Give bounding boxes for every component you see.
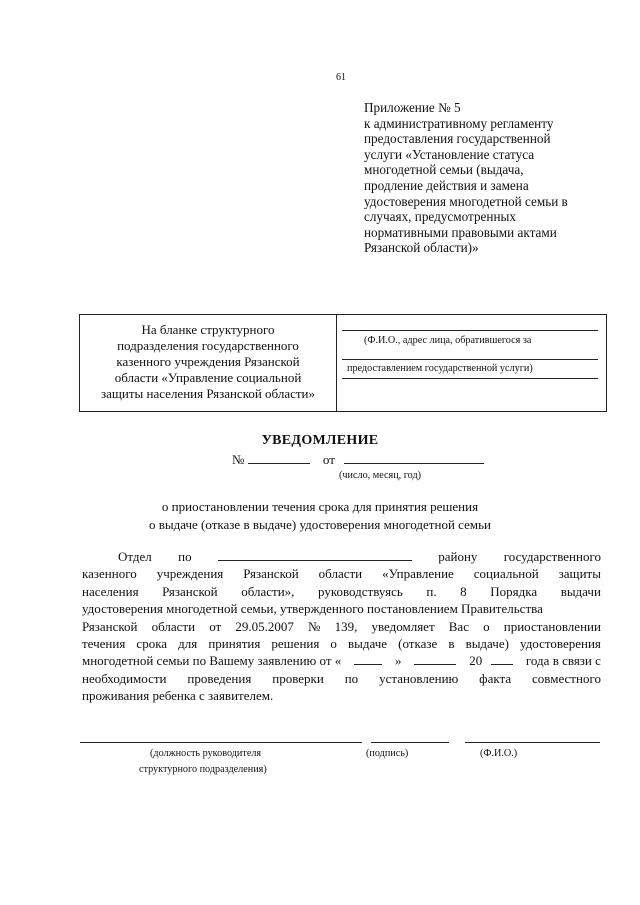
letterhead-line: подразделения государственного xyxy=(117,338,299,353)
date-caption: (число, месяц, год) xyxy=(339,470,422,481)
body-word: по xyxy=(178,549,192,564)
body-word: населения xyxy=(82,583,139,599)
body-word: для xyxy=(178,636,198,652)
body-word: совместного xyxy=(532,670,601,686)
body-text-segment: 20 xyxy=(469,653,483,669)
notice-body xyxy=(82,548,601,705)
appendix-line: продление действия и замена xyxy=(364,177,529,193)
body-word: казенного xyxy=(82,566,137,582)
recipient-caption-1: (Ф.И.О., адрес лица, обратившегося за xyxy=(364,335,532,346)
body-word: о xyxy=(483,618,490,634)
body-word: «Управление xyxy=(382,566,454,582)
position-signature-line xyxy=(80,742,362,743)
body-word: в xyxy=(448,636,455,652)
appendix-line: услуги «Установление статуса xyxy=(364,146,535,162)
letterhead-line: защиты населения Рязанской области» xyxy=(100,386,316,401)
year-field xyxy=(491,652,513,665)
name-signature-line xyxy=(465,742,600,743)
body-word: удостоверения xyxy=(520,636,601,652)
day-field xyxy=(354,652,382,665)
position-caption-2: структурного подразделения) xyxy=(139,764,267,775)
body-text-segment: » xyxy=(394,653,402,669)
body-word: Отдел xyxy=(118,549,152,564)
number-field xyxy=(248,451,310,464)
document-title: УВЕДОМЛЕНИЕ xyxy=(261,433,379,448)
body-word: руководствуясь xyxy=(318,583,403,599)
body-word: выдаче) xyxy=(465,636,509,652)
recipient-caption-2: предоставлением государственной услуги) xyxy=(347,363,533,374)
signature-caption: (подпись) xyxy=(366,748,409,759)
body-word: о xyxy=(330,636,337,652)
body-line-2 xyxy=(82,565,601,582)
letterhead-line: казенного учреждения Рязанской xyxy=(116,354,300,369)
body-line-6 xyxy=(82,635,601,652)
date-label: от xyxy=(322,452,335,467)
body-text-segment: многодетной семьи по Вашему заявлению от « xyxy=(82,653,342,669)
body-line-1 xyxy=(82,548,601,565)
appendix-line: Рязанской области)» xyxy=(364,240,479,256)
body-word: Порядка xyxy=(490,583,538,599)
body-word: району xyxy=(438,549,478,564)
body-text-segment: проживания ребенка с заявителем. xyxy=(82,688,274,704)
body-word: проверки xyxy=(272,670,324,686)
body-word: Рязанской xyxy=(82,618,138,634)
body-line-7 xyxy=(82,652,601,669)
body-word: принятия xyxy=(208,636,261,652)
body-word: (отказе xyxy=(398,636,438,652)
body-text-line: удостоверения многодетной семьи, утвержденного постановлением Правительства xyxy=(82,601,543,617)
body-word: учреждения xyxy=(156,566,224,582)
appendix-line: нормативными правовыми актами xyxy=(364,224,557,240)
body-text-segment: года в связи с xyxy=(525,653,601,669)
body-word: области xyxy=(318,566,363,582)
body-word: области», xyxy=(241,583,295,599)
recipient-line-2 xyxy=(342,359,598,360)
body-word: по xyxy=(344,670,359,686)
header-table xyxy=(79,314,607,412)
body-line-4 xyxy=(82,600,601,617)
position-caption-1: (должность руководителя xyxy=(150,748,262,759)
recipient-line-3 xyxy=(342,378,598,379)
body-word: области xyxy=(151,618,196,634)
body-word: срока xyxy=(136,636,168,652)
name-caption: (Ф.И.О.) xyxy=(480,748,518,759)
body-word: 29.05.2007 xyxy=(235,618,294,634)
appendix-line: к административному регламенту xyxy=(364,115,554,131)
subject-line-2: о выдаче (отказе в выдаче) удостоверения многодетной семьи xyxy=(149,516,491,532)
body-word: Вас xyxy=(448,618,469,634)
body-word: от xyxy=(209,618,222,634)
signature-line xyxy=(371,742,449,743)
body-word: государственного xyxy=(503,549,601,564)
body-word: 139, xyxy=(334,618,358,634)
body-word: установлению xyxy=(379,670,459,686)
body-word: защиты xyxy=(558,566,601,582)
body-word: факта xyxy=(479,670,512,686)
letterhead-line: области «Управление социальной xyxy=(114,370,302,385)
recipient-line-1 xyxy=(342,330,598,331)
body-word: необходимости xyxy=(82,670,167,686)
body-word: Рязанской xyxy=(243,566,299,582)
appendix-line: предоставления государственной xyxy=(364,131,551,147)
body-word: выдачи xyxy=(560,583,601,599)
letterhead-line: На бланке структурного xyxy=(141,322,275,337)
letterhead-note xyxy=(82,322,334,402)
page-number: 61 xyxy=(336,72,346,83)
appendix-line: случаях, предусмотренных xyxy=(364,209,516,225)
body-word: проведения xyxy=(187,670,252,686)
appendix-line: многодетной семьи (выдача, xyxy=(364,162,524,178)
body-word: течения xyxy=(82,636,126,652)
month-field xyxy=(414,652,456,665)
body-word: Рязанской xyxy=(162,583,218,599)
body-word: социальной xyxy=(473,566,539,582)
body-word: п. xyxy=(426,583,437,599)
table-divider xyxy=(336,315,337,411)
appendix-line: Приложение № 5 xyxy=(364,100,461,115)
body-word: 8 xyxy=(460,583,467,599)
number-label: № xyxy=(232,452,245,467)
department-field xyxy=(218,548,412,561)
notice-number-line xyxy=(232,451,484,468)
body-line-8 xyxy=(82,670,601,687)
subject-line-1: о приостановлении течения срока для принятия решения xyxy=(161,499,479,514)
body-word: решения xyxy=(271,636,320,652)
body-word: выдаче xyxy=(348,636,388,652)
notice-subject xyxy=(0,498,640,533)
body-line-9 xyxy=(82,687,601,704)
body-word: № xyxy=(308,618,321,634)
appendix-line: удостоверения многодетной семьи в xyxy=(364,193,568,209)
body-word: уведомляет xyxy=(371,618,435,634)
appendix-header xyxy=(364,100,608,256)
body-line-5 xyxy=(82,618,601,635)
body-word: приостановлении xyxy=(503,618,601,634)
body-line-3 xyxy=(82,583,601,600)
date-field xyxy=(344,451,484,464)
